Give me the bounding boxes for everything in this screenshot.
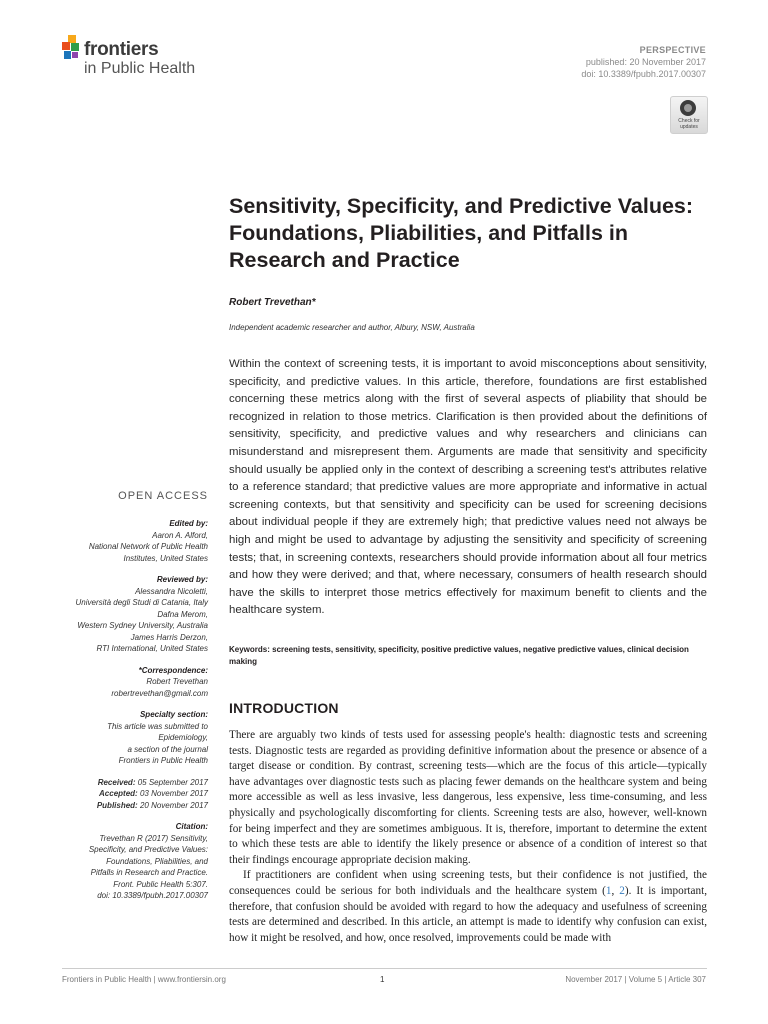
reference-link[interactable]: 2 [619, 884, 625, 897]
reviewed-by [40, 574, 208, 655]
paragraph-text: ). It is important, therefore, that confusion should be avoided with regard to how the adequacy and usefulness of screening tests are determined and described. In this article, an attempt is made to identify why confusion can exist, how it might be resolved, and how, once resolved, improvements could be made with [229, 884, 707, 944]
correspondence [40, 665, 208, 700]
section-heading-introduction: INTRODUCTION [229, 700, 339, 716]
sidebar-heading: Reviewed by: [156, 575, 208, 584]
check-for-updates-badge[interactable] [670, 96, 708, 134]
sidebar-line: Dafna Merom, [157, 609, 208, 619]
correspondence-email[interactable]: robertrevethan@gmail.com [111, 688, 208, 698]
sidebar-heading: Edited by: [169, 519, 208, 528]
article-title: Sensitivity, Specificity, and Predictive Values: Foundations, Pliabilities, and Pitfalls in Research and Practice [229, 194, 694, 272]
sidebar-line: Trevethan R (2017) Sensitivity, [99, 833, 208, 843]
sidebar-line: National Network of Public Health [88, 542, 208, 551]
date-value: 03 November 2017 [139, 789, 208, 798]
author-name: Robert Trevethan* [229, 297, 316, 308]
sidebar-line: Alessandra Nicoletti, [135, 586, 208, 596]
footer-journal-link[interactable]: Frontiers in Public Health | www.frontiersin.org [62, 975, 226, 984]
article-dates [40, 777, 208, 812]
citation [40, 821, 208, 902]
sidebar-line: Institutes, United States [123, 553, 208, 563]
sidebar-line: Western Sydney University, Australia [77, 621, 208, 630]
page-number: 1 [380, 975, 385, 984]
keywords: Keywords: screening tests, sensitivity, specificity, positive predictive values, negative predictive values, clinical decision making [229, 645, 689, 666]
logo-journal-name: in Public Health [84, 60, 196, 77]
frontiers-logo-icon [62, 35, 84, 61]
sidebar-line: James Harris Derzon, [130, 632, 208, 642]
check-updates-icon [680, 100, 696, 116]
doi[interactable]: doi: 10.3389/fpubh.2017.00307 [581, 69, 706, 79]
logo-wordmark: frontiers [84, 39, 159, 60]
abstract: Within the context of screening tests, it is important to avoid misconceptions about sensitivity, specificity, and predictive values. In this article, therefore, foundations are first established concerning these metrics along with the first of several aspects of pliability that should be recognized in relation to those metrics. Clarification is then provided about the definitions of sensitivity, specificity, and predictive values and why researchers and clinicians can misunderstand and misrepresent them. Arguments are made that sensitivity and specificity should usually be applied only in the context of describing a screening test's attributes relative to a reference standard; that predictive values are more appropriate and informative in actual screening contexts, but that sensitivity and specificity can be used for screening decisions about individual people if they are extremely high; that predictive values need not always be high and might be used to advantage by adjusting the sensitivity and specificity of screening tests; that, in screening contexts, researchers should provide information about all four metrics and how they were derived; and that, where necessary, consumers of health research should have the skills to interpret those metrics effectively for maximum benefit to clients and the healthcare system. [229, 358, 707, 617]
reference-link[interactable]: 1 [605, 884, 612, 897]
specialty-section [40, 709, 208, 767]
accepted-date [40, 788, 208, 800]
article-meta-header [581, 44, 706, 80]
footer-divider [62, 968, 707, 969]
sidebar-line: RTI International, United States [96, 644, 208, 653]
sidebar-line: Robert Trevethan [146, 677, 208, 686]
paragraph-text: , [611, 884, 620, 897]
check-updates-label: Check for updates [678, 118, 700, 130]
published-date-sidebar [40, 800, 208, 812]
sidebar-line: Pitfalls in Research and Practice. [90, 868, 208, 877]
open-access-label: OPEN ACCESS [118, 490, 208, 502]
citation-doi[interactable]: doi: 10.3389/fpubh.2017.00307 [97, 891, 208, 900]
sidebar-line: Foundations, Pliabilities, and [106, 856, 208, 866]
date-value: 05 September 2017 [137, 777, 208, 787]
article-type: PERSPECTIVE [639, 45, 706, 55]
footer-issue-info: November 2017 | Volume 5 | Article 307 [565, 975, 706, 984]
journal-logo[interactable] [62, 33, 232, 83]
paragraph: There are arguably two kinds of tests used for assessing people's health: diagnostic tests and screening tests. Diagnostic tests are regarded as providing definitive information about the presence or absence of a target disease or condition. By contrast, screening tests—which are the focus of this article—typically have advantages over diagnostic tests such as placing fewer demands on the healthcare system and being more accessible as well as less invasive, less dangerous, less expensive, less time-consuming, and less physically and psychologically discomforting for clients. Screening tests are also, however, well-known for being imperfect and they are sometimes ambiguous. It is, therefore, important to determine the extent to which these tests are able to identify the likely presence or absence of a condition of interest so that their findings encourage appropriate decision making. [229, 729, 707, 866]
edited-by [40, 518, 208, 564]
author-affiliation: Independent academic researcher and author, Albury, NSW, Australia [229, 323, 475, 332]
date-label: Accepted: [99, 789, 138, 798]
date-label: Published: [96, 800, 138, 810]
date-label: Received: [97, 777, 136, 787]
sidebar-line: This article was submitted to [107, 721, 208, 731]
sidebar-heading: *Correspondence: [138, 665, 208, 675]
article-info-sidebar [40, 518, 208, 912]
paragraph-text: If practitioners are confident when using screening tests, but their confidence is not justified, the consequences could be serious for both individuals and the healthcare system ( [229, 869, 707, 897]
sidebar-line: a section of the journal [127, 744, 208, 754]
received-date [40, 777, 208, 789]
body-text [229, 728, 707, 946]
sidebar-line: Frontiers in Public Health [118, 756, 208, 765]
date-value: 20 November 2017 [139, 800, 208, 810]
sidebar-line: Università degli Studi di Catania, Italy [75, 598, 208, 607]
sidebar-heading: Specialty section: [139, 710, 208, 719]
sidebar-line: Specificity, and Predictive Values: [88, 845, 208, 854]
sidebar-line: Front. Public Health 5:307. [113, 879, 208, 889]
paragraph [229, 868, 707, 946]
sidebar-line: Epidemiology, [158, 733, 208, 742]
published-date: published: 20 November 2017 [585, 57, 706, 67]
sidebar-heading: Citation: [175, 822, 208, 831]
sidebar-line: Aaron A. Alford, [152, 530, 208, 540]
